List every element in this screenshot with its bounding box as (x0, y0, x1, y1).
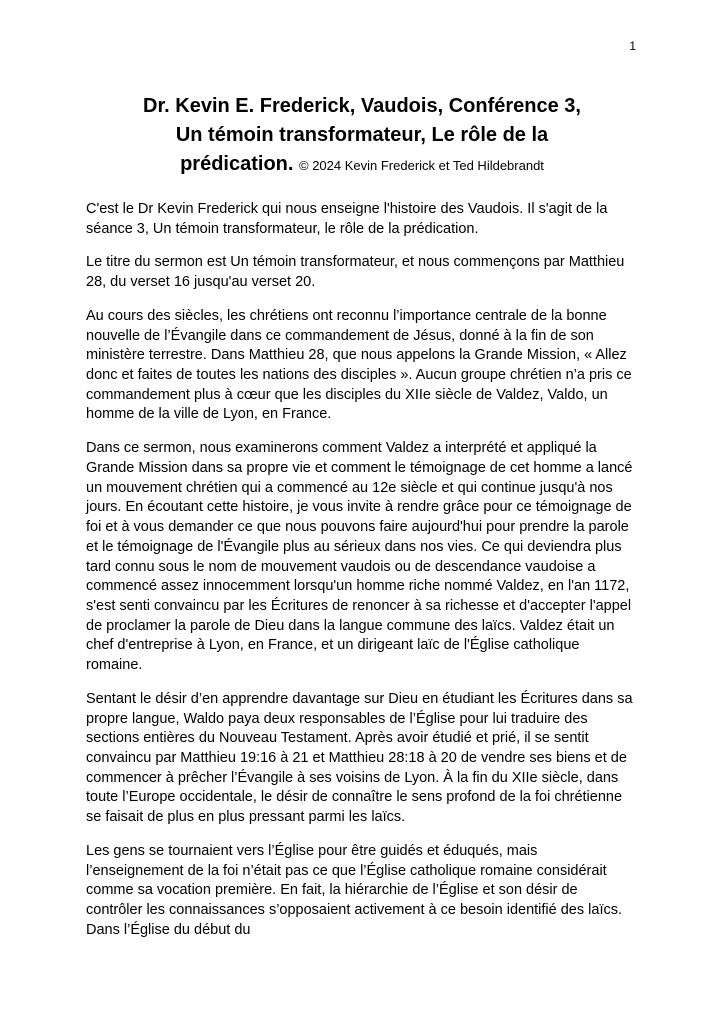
title-line-2: Un témoin transformateur, Le rôle de la (175, 124, 549, 146)
paragraph-2: Le titre du sermon est Un témoin transformateur, et nous commençons par Matthieu 28, du verset 16 jusqu'au verset 20. (86, 254, 625, 291)
paragraph-6: Les gens se tournaient vers l’Église pour être guidés et éduqués, mais l’enseignement de la foi n’était pas ce que l’Église catholique romaine considérait comme sa vocation première. En fait, la hiérarchie de l’Église et son désir de contrôler les connaissances s’opposaient activement à ce besoin identifié des laïcs. Dans l’Église du début du (86, 842, 622, 938)
page-number: 1 (629, 39, 636, 53)
paragraph-4: Dans ce sermon, nous examinerons comment Valdez a interprété et appliqué la Grande Mission dans sa propre vie et comment le témoignage de cet homme a lancé un mouvement chrétien qui a commencé au 12e siècle et qui continue jusqu'à nos jours. En écoutant cette histoire, je vous invite à rendre grâce pour ce témoignage de foi et à vous demander ce que nous pouvons faire aujourd'hui pour prendre la parole et le témoignage de l'Évangile plus au sérieux dans nos vies. Ce qui deviendra plus tard connu sous le nom de mouvement vaudois ou de descendance vaudoise a commencé assez innocemment lorsqu'un homme riche nommé Valdez, en l'an 1172, s'est senti convaincu par les Écritures de renoncer à sa richesse et d'accepter l'appel de proclamer la parole de Dieu dans la langue commune des laïcs. Valdez était un chef d'entreprise à Lyon, en France, et un dirigeant laïc de l'Église catholique romaine. (86, 440, 633, 674)
title-line-1: Dr. Kevin E. Frederick, Vaudois, Conférence 3, (143, 95, 581, 117)
paragraph-1: C'est le Dr Kevin Frederick qui nous enseigne l'histoire des Vaudois. Il s'agit de la séance 3, Un témoin transformateur, le rôle de la prédication. (86, 201, 608, 237)
copyright-notice: © 2024 Kevin Frederick et Ted Hildebrandt (299, 158, 544, 173)
document-title (86, 92, 638, 179)
paragraph-5: Sentant le désir d’en apprendre davantage sur Dieu en étudiant les Écritures dans sa propre langue, Waldo paya deux responsables de l’Église pour lui traduire des sections entières du Nouveau Testament. Après avoir étudié et prié, il se sentit convaincu par Matthieu 19:16 à 21 et Matthieu 28:18 à 20 de vendre ses biens et de commencer à prêcher l’Évangile à ses voisins de Lyon. À la fin du XIIe siècle, dans toute l’Europe occidentale, le désir de connaître le sens profond de la foi chrétienne se faisait de plus en plus pressant parmi les laïcs. (86, 690, 633, 826)
title-line-3-text: prédication. (180, 153, 294, 175)
paragraph-3: Au cours des siècles, les chrétiens ont reconnu l’importance centrale de la bonne nouvelle de l’Évangile dans ce commandement de Jésus, donné à la fin de son ministère terrestre. Dans Matthieu 28, que nous appelons la Grande Mission, « Allez donc et faites de toutes les nations des disciples ». Aucun groupe chrétien n’a pris ce commandement plus à cœur que les disciples du XIIe siècle de Valdez, Valdo, un homme de la ville de Lyon, en France. (86, 307, 632, 423)
title-line-3 (86, 150, 638, 179)
document-body (86, 200, 638, 954)
